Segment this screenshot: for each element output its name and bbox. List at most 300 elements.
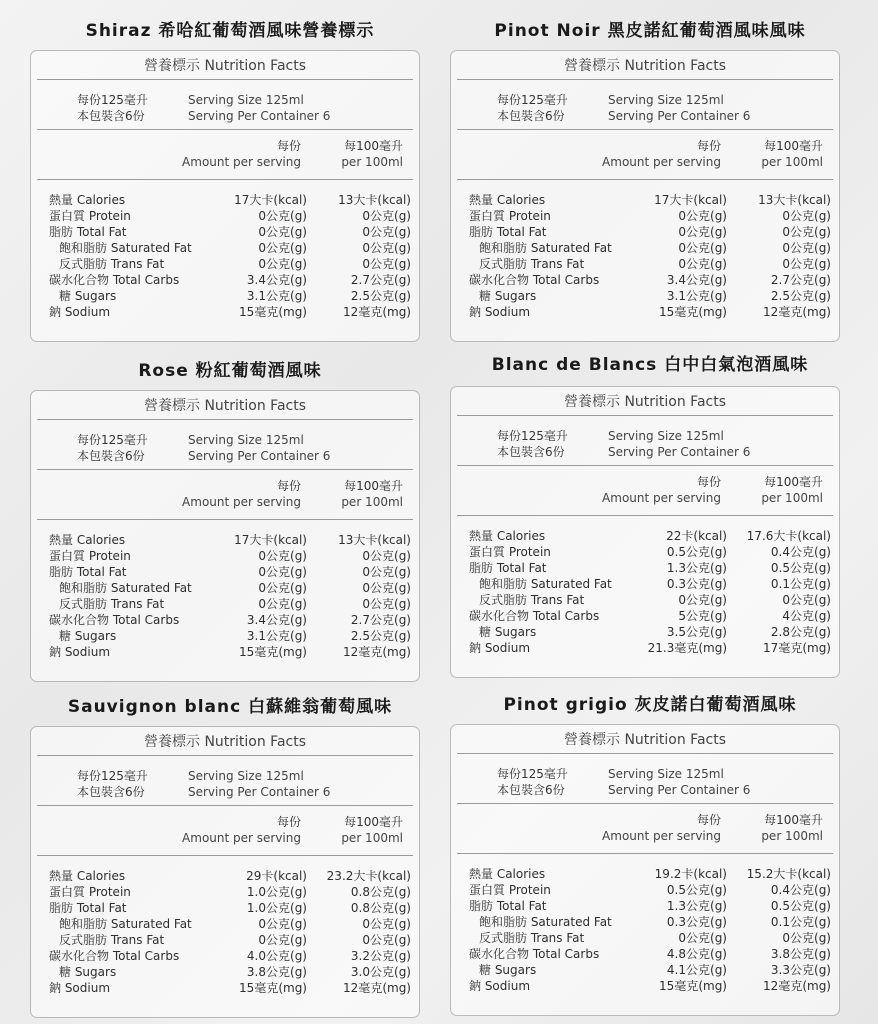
per-serving-label-cn: 每份 bbox=[276, 815, 301, 829]
per-100ml-value: 2.7公克(g) bbox=[350, 613, 411, 627]
per-serving-value: 0公克(g) bbox=[678, 931, 727, 945]
per-serving-value: 0公克(g) bbox=[258, 933, 307, 947]
header-title-en: Nutrition Facts bbox=[204, 398, 307, 414]
nutrient-label: 蛋白質 Protein bbox=[469, 545, 551, 559]
nutrient-label: 反式脂肪 Trans Fat bbox=[59, 933, 165, 947]
servings-per-container-cn: 本包裝含6份 bbox=[77, 109, 145, 123]
per-100ml-value: 4公克(g) bbox=[782, 609, 831, 623]
per-serving-value: 0公克(g) bbox=[258, 209, 307, 223]
per-serving-value: 21.3毫克(mg) bbox=[647, 641, 727, 655]
serving-size-en: Serving Size 125ml bbox=[188, 433, 304, 447]
nutrient-label: 熱量 Calories bbox=[469, 529, 546, 543]
per-100ml-value: 12毫克(mg) bbox=[343, 981, 411, 995]
per-serving-label-cn: 每份 bbox=[276, 479, 301, 493]
per-100ml-value: 0公克(g) bbox=[362, 241, 411, 255]
nutrition-facts-header bbox=[31, 731, 419, 751]
per-100ml-value: 0公克(g) bbox=[362, 565, 411, 579]
nutrient-row bbox=[49, 192, 411, 208]
serving-info-en bbox=[608, 428, 750, 460]
nutrient-row bbox=[49, 964, 411, 980]
serving-info-en bbox=[188, 432, 330, 464]
nutrient-label: 反式脂肪 Trans Fat bbox=[59, 257, 165, 271]
per-serving-value: 0公克(g) bbox=[678, 241, 727, 255]
per-100ml-value: 0公克(g) bbox=[362, 225, 411, 239]
serving-info-en bbox=[188, 768, 330, 800]
per-serving-value: 15毫克(mg) bbox=[239, 981, 307, 995]
serving-info-cn bbox=[497, 766, 568, 798]
per-100ml-value: 15.2大卡(kcal) bbox=[746, 867, 831, 881]
serving-size-cn: 每份125毫升 bbox=[497, 429, 568, 443]
nutrient-table bbox=[49, 192, 411, 320]
per-serving-label-cn: 每份 bbox=[696, 475, 721, 489]
divider bbox=[37, 469, 413, 470]
divider bbox=[37, 755, 413, 756]
nutrient-label: 脂肪 Total Fat bbox=[469, 225, 547, 239]
per-100ml-value: 0.8公克(g) bbox=[350, 885, 411, 899]
nutrition-facts-header bbox=[31, 55, 419, 75]
divider bbox=[457, 803, 833, 804]
nutrient-row bbox=[469, 576, 831, 592]
serving-size-en: Serving Size 125ml bbox=[608, 767, 724, 781]
per-100ml-value: 13大卡(kcal) bbox=[338, 193, 411, 207]
nutrient-label: 糖 Sugars bbox=[479, 963, 537, 977]
nutrient-row bbox=[469, 914, 831, 930]
nutrient-row bbox=[469, 256, 831, 272]
per-100ml-value: 2.5公克(g) bbox=[770, 289, 831, 303]
servings-per-container-en: Serving Per Container 6 bbox=[188, 785, 331, 799]
nutrient-label: 脂肪 Total Fat bbox=[49, 225, 127, 239]
header-title-en: Nutrition Facts bbox=[624, 58, 727, 74]
nutrition-card bbox=[450, 386, 840, 678]
nutrition-facts-header bbox=[451, 55, 839, 75]
per-serving-value: 15毫克(mg) bbox=[659, 979, 727, 993]
per-serving-value: 3.1公克(g) bbox=[246, 629, 307, 643]
nutrient-label: 脂肪 Total Fat bbox=[49, 565, 127, 579]
nutrient-label: 飽和脂肪 Saturated Fat bbox=[59, 917, 192, 931]
divider bbox=[457, 129, 833, 130]
header-title-cn: 營養標示 bbox=[143, 398, 200, 414]
per-serving-value: 0公克(g) bbox=[258, 549, 307, 563]
nutrient-label: 鈉 Sodium bbox=[469, 305, 531, 319]
per-serving-value: 3.5公克(g) bbox=[666, 625, 727, 639]
per-100ml-value: 12毫克(mg) bbox=[343, 645, 411, 659]
header-title-cn: 營養標示 bbox=[143, 734, 200, 750]
nutrient-label: 反式脂肪 Trans Fat bbox=[59, 597, 165, 611]
per-serving-label-en: Amount per serving bbox=[602, 491, 721, 505]
nutrient-label: 飽和脂肪 Saturated Fat bbox=[59, 241, 192, 255]
nutrient-label: 反式脂肪 Trans Fat bbox=[479, 931, 585, 945]
serving-size-cn: 每份125毫升 bbox=[77, 93, 148, 107]
nutrient-row bbox=[49, 900, 411, 916]
nutrient-label: 糖 Sugars bbox=[59, 965, 117, 979]
per-serving-value: 1.3公克(g) bbox=[666, 561, 727, 575]
per-serving-value: 0.3公克(g) bbox=[666, 915, 727, 929]
servings-per-container-en: Serving Per Container 6 bbox=[608, 445, 751, 459]
nutrient-row bbox=[469, 624, 831, 640]
per-100ml-value: 17毫克(mg) bbox=[763, 641, 831, 655]
per-100ml-label-en: per 100ml bbox=[761, 829, 823, 843]
nutrient-row bbox=[49, 644, 411, 660]
nutrient-label: 熱量 Calories bbox=[49, 869, 126, 883]
nutrition-facts-header bbox=[31, 395, 419, 415]
per-100ml-label-en: per 100ml bbox=[341, 831, 403, 845]
header-title-en: Nutrition Facts bbox=[624, 732, 727, 748]
divider bbox=[37, 519, 413, 520]
nutrient-row bbox=[49, 272, 411, 288]
divider bbox=[457, 79, 833, 80]
per-100ml-value: 2.7公克(g) bbox=[350, 273, 411, 287]
serving-info-cn bbox=[497, 92, 568, 124]
per-100ml-value: 0.4公克(g) bbox=[770, 883, 831, 897]
nutrient-row bbox=[49, 980, 411, 996]
nutrient-label: 碳水化合物 Total Carbs bbox=[49, 273, 180, 287]
divider bbox=[37, 805, 413, 806]
per-serving-value: 3.4公克(g) bbox=[666, 273, 727, 287]
nutrition-facts-header bbox=[451, 391, 839, 411]
per-serving-value: 15毫克(mg) bbox=[659, 305, 727, 319]
per-100ml-value: 3.0公克(g) bbox=[350, 965, 411, 979]
servings-per-container-en: Serving Per Container 6 bbox=[608, 109, 751, 123]
nutrient-row bbox=[469, 930, 831, 946]
per-serving-value: 3.8公克(g) bbox=[246, 965, 307, 979]
per-100ml-value: 12毫克(mg) bbox=[763, 979, 831, 993]
nutrition-card bbox=[450, 724, 840, 1016]
nutrient-row bbox=[49, 532, 411, 548]
per-100ml-value: 23.2大卡(kcal) bbox=[326, 869, 411, 883]
per-serving-value: 0公克(g) bbox=[258, 257, 307, 271]
per-100ml-label-cn: 每100毫升 bbox=[764, 813, 823, 827]
nutrient-row bbox=[49, 932, 411, 948]
per-serving-value: 1.0公克(g) bbox=[246, 901, 307, 915]
serving-size-en: Serving Size 125ml bbox=[608, 93, 724, 107]
servings-per-container-en: Serving Per Container 6 bbox=[188, 109, 331, 123]
per-100ml-value: 0公克(g) bbox=[362, 597, 411, 611]
panel-title: Sauvignon blanc 白蘇維翁葡萄風味 bbox=[67, 697, 393, 717]
nutrient-row bbox=[49, 256, 411, 272]
nutrient-row bbox=[469, 560, 831, 576]
nutrient-row bbox=[469, 528, 831, 544]
per-100ml-label-en: per 100ml bbox=[341, 495, 403, 509]
nutrient-label: 碳水化合物 Total Carbs bbox=[49, 949, 180, 963]
header-title-en: Nutrition Facts bbox=[204, 58, 307, 74]
nutrient-label: 鈉 Sodium bbox=[469, 979, 531, 993]
per-serving-value: 0公克(g) bbox=[258, 917, 307, 931]
nutrient-label: 鈉 Sodium bbox=[49, 305, 111, 319]
per-serving-value: 0公克(g) bbox=[258, 597, 307, 611]
per-100ml-value: 3.3公克(g) bbox=[770, 963, 831, 977]
per-100ml-label-en: per 100ml bbox=[761, 155, 823, 169]
nutrient-row bbox=[49, 612, 411, 628]
divider bbox=[37, 419, 413, 420]
header-title-cn: 營養標示 bbox=[563, 732, 620, 748]
per-serving-value: 3.4公克(g) bbox=[246, 613, 307, 627]
header-title-cn: 營養標示 bbox=[563, 394, 620, 410]
per-serving-value: 17大卡(kcal) bbox=[234, 193, 307, 207]
per-100ml-value: 0公克(g) bbox=[782, 931, 831, 945]
serving-info-cn bbox=[77, 92, 148, 124]
nutrient-label: 糖 Sugars bbox=[479, 289, 537, 303]
nutrient-row bbox=[469, 544, 831, 560]
per-100ml-value: 2.5公克(g) bbox=[350, 629, 411, 643]
per-serving-label-en: Amount per serving bbox=[182, 495, 301, 509]
per-100ml-value: 0公克(g) bbox=[362, 209, 411, 223]
per-serving-value: 0公克(g) bbox=[678, 257, 727, 271]
per-serving-value: 4.1公克(g) bbox=[666, 963, 727, 977]
divider bbox=[457, 853, 833, 854]
per-100ml-value: 2.8公克(g) bbox=[770, 625, 831, 639]
per-serving-label-en: Amount per serving bbox=[602, 155, 721, 169]
per-100ml-value: 0公克(g) bbox=[782, 241, 831, 255]
nutrient-row bbox=[469, 898, 831, 914]
nutrient-label: 脂肪 Total Fat bbox=[469, 899, 547, 913]
serving-info-cn bbox=[77, 768, 148, 800]
nutrient-label: 脂肪 Total Fat bbox=[49, 901, 127, 915]
serving-size-en: Serving Size 125ml bbox=[608, 429, 724, 443]
per-100ml-value: 2.7公克(g) bbox=[770, 273, 831, 287]
per-100ml-value: 0公克(g) bbox=[782, 257, 831, 271]
per-100ml-value: 0公克(g) bbox=[782, 209, 831, 223]
per-serving-value: 0公克(g) bbox=[678, 225, 727, 239]
nutrition-facts-header bbox=[451, 729, 839, 749]
nutrient-label: 熱量 Calories bbox=[49, 533, 126, 547]
nutrient-label: 碳水化合物 Total Carbs bbox=[49, 613, 180, 627]
nutrition-card bbox=[30, 726, 420, 1018]
nutrient-label: 熱量 Calories bbox=[49, 193, 126, 207]
servings-per-container-cn: 本包裝含6份 bbox=[77, 449, 145, 463]
per-serving-value: 0.5公克(g) bbox=[666, 883, 727, 897]
nutrient-row bbox=[49, 596, 411, 612]
serving-info-en bbox=[608, 766, 750, 798]
per-serving-value: 5公克(g) bbox=[678, 609, 727, 623]
per-serving-value: 0公克(g) bbox=[258, 565, 307, 579]
nutrient-label: 蛋白質 Protein bbox=[469, 209, 551, 223]
nutrient-row bbox=[469, 240, 831, 256]
nutrient-label: 蛋白質 Protein bbox=[49, 549, 131, 563]
nutrient-row bbox=[469, 640, 831, 656]
nutrient-row bbox=[469, 882, 831, 898]
per-100ml-value: 0.5公克(g) bbox=[770, 561, 831, 575]
serving-size-en: Serving Size 125ml bbox=[188, 769, 304, 783]
nutrient-row bbox=[469, 192, 831, 208]
nutrient-label: 碳水化合物 Total Carbs bbox=[469, 609, 600, 623]
servings-per-container-en: Serving Per Container 6 bbox=[608, 783, 751, 797]
per-serving-value: 3.1公克(g) bbox=[666, 289, 727, 303]
serving-info-cn bbox=[77, 432, 148, 464]
divider bbox=[37, 129, 413, 130]
per-100ml-label-en: per 100ml bbox=[341, 155, 403, 169]
per-100ml-label-cn: 每100毫升 bbox=[344, 479, 403, 493]
nutrient-label: 脂肪 Total Fat bbox=[469, 561, 547, 575]
panel-title: Shiraz 希哈紅葡萄酒風味營養標示 bbox=[85, 21, 375, 41]
per-serving-label-en: Amount per serving bbox=[182, 155, 301, 169]
nutrient-label: 蛋白質 Protein bbox=[49, 209, 131, 223]
nutrient-label: 蛋白質 Protein bbox=[49, 885, 131, 899]
nutrient-row bbox=[49, 304, 411, 320]
nutrient-table bbox=[469, 866, 831, 994]
per-serving-value: 1.0公克(g) bbox=[246, 885, 307, 899]
servings-per-container-cn: 本包裝含6份 bbox=[497, 445, 565, 459]
per-100ml-value: 0公克(g) bbox=[362, 581, 411, 595]
nutrient-label: 碳水化合物 Total Carbs bbox=[469, 273, 600, 287]
per-100ml-value: 12毫克(mg) bbox=[763, 305, 831, 319]
header-title-en: Nutrition Facts bbox=[624, 394, 727, 410]
nutrient-label: 熱量 Calories bbox=[469, 867, 546, 881]
nutrient-row bbox=[49, 628, 411, 644]
servings-per-container-cn: 本包裝含6份 bbox=[77, 785, 145, 799]
nutrient-row bbox=[469, 978, 831, 994]
per-serving-value: 0公克(g) bbox=[678, 593, 727, 607]
per-serving-value: 3.4公克(g) bbox=[246, 273, 307, 287]
per-serving-value: 17大卡(kcal) bbox=[234, 533, 307, 547]
nutrition-card bbox=[30, 50, 420, 342]
per-100ml-value: 0公克(g) bbox=[362, 933, 411, 947]
per-serving-value: 0.5公克(g) bbox=[666, 545, 727, 559]
per-100ml-label-cn: 每100毫升 bbox=[764, 475, 823, 489]
nutrient-row bbox=[469, 224, 831, 240]
nutrient-row bbox=[469, 208, 831, 224]
nutrient-row bbox=[49, 288, 411, 304]
nutrient-row bbox=[49, 868, 411, 884]
header-title-en: Nutrition Facts bbox=[204, 734, 307, 750]
divider bbox=[457, 179, 833, 180]
nutrient-label: 鈉 Sodium bbox=[469, 641, 531, 655]
nutrient-row bbox=[469, 946, 831, 962]
divider bbox=[37, 855, 413, 856]
servings-per-container-en: Serving Per Container 6 bbox=[188, 449, 331, 463]
per-100ml-value: 13大卡(kcal) bbox=[758, 193, 831, 207]
nutrient-row bbox=[469, 304, 831, 320]
nutrient-label: 鈉 Sodium bbox=[49, 981, 111, 995]
nutrient-table bbox=[469, 528, 831, 656]
per-serving-value: 1.3公克(g) bbox=[666, 899, 727, 913]
per-100ml-value: 0.1公克(g) bbox=[770, 915, 831, 929]
nutrient-label: 飽和脂肪 Saturated Fat bbox=[479, 241, 612, 255]
nutrient-row bbox=[49, 580, 411, 596]
per-serving-label-en: Amount per serving bbox=[182, 831, 301, 845]
nutrient-row bbox=[49, 948, 411, 964]
divider bbox=[37, 79, 413, 80]
nutrient-table bbox=[49, 532, 411, 660]
per-100ml-value: 0公克(g) bbox=[362, 257, 411, 271]
serving-info-cn bbox=[497, 428, 568, 460]
per-serving-value: 17大卡(kcal) bbox=[654, 193, 727, 207]
nutrient-row bbox=[49, 564, 411, 580]
per-serving-value: 0公克(g) bbox=[258, 241, 307, 255]
header-title-cn: 營養標示 bbox=[563, 58, 620, 74]
divider bbox=[457, 753, 833, 754]
nutrient-row bbox=[49, 224, 411, 240]
nutrient-label: 反式脂肪 Trans Fat bbox=[479, 257, 585, 271]
per-serving-value: 4.8公克(g) bbox=[666, 947, 727, 961]
per-serving-value: 22卡(kcal) bbox=[666, 529, 727, 543]
per-serving-value: 19.2卡(kcal) bbox=[654, 867, 727, 881]
per-serving-label-en: Amount per serving bbox=[602, 829, 721, 843]
serving-info-en bbox=[188, 92, 330, 124]
per-100ml-value: 3.8公克(g) bbox=[770, 947, 831, 961]
panel-title: Pinot grigio 灰皮諾白葡萄酒風味 bbox=[503, 695, 797, 715]
nutrient-label: 反式脂肪 Trans Fat bbox=[479, 593, 585, 607]
nutrient-label: 糖 Sugars bbox=[59, 289, 117, 303]
nutrition-card bbox=[450, 50, 840, 342]
panel-title: Blanc de Blancs 白中白氣泡酒風味 bbox=[491, 355, 809, 375]
nutrient-label: 飽和脂肪 Saturated Fat bbox=[479, 577, 612, 591]
nutrient-label: 碳水化合物 Total Carbs bbox=[469, 947, 600, 961]
divider bbox=[457, 465, 833, 466]
per-100ml-value: 12毫克(mg) bbox=[343, 305, 411, 319]
divider bbox=[37, 179, 413, 180]
per-100ml-label-cn: 每100毫升 bbox=[344, 815, 403, 829]
serving-size-en: Serving Size 125ml bbox=[188, 93, 304, 107]
panel-title: Rose 粉紅葡萄酒風味 bbox=[138, 361, 322, 381]
per-serving-label-cn: 每份 bbox=[696, 139, 721, 153]
panel-title: Pinot Noir 黑皮諾紅葡萄酒風味風味 bbox=[494, 21, 806, 41]
nutrient-row bbox=[49, 884, 411, 900]
nutrition-card bbox=[30, 390, 420, 682]
servings-per-container-cn: 本包裝含6份 bbox=[497, 109, 565, 123]
per-serving-value: 15毫克(mg) bbox=[239, 645, 307, 659]
nutrient-row bbox=[469, 592, 831, 608]
nutrient-label: 鈉 Sodium bbox=[49, 645, 111, 659]
per-serving-value: 15毫克(mg) bbox=[239, 305, 307, 319]
per-100ml-value: 0公克(g) bbox=[782, 225, 831, 239]
per-100ml-value: 3.2公克(g) bbox=[350, 949, 411, 963]
per-100ml-value: 0.8公克(g) bbox=[350, 901, 411, 915]
nutrient-row bbox=[469, 272, 831, 288]
per-100ml-value: 0公克(g) bbox=[782, 593, 831, 607]
per-serving-value: 3.1公克(g) bbox=[246, 289, 307, 303]
per-100ml-value: 17.6大卡(kcal) bbox=[746, 529, 831, 543]
nutrient-row bbox=[49, 240, 411, 256]
nutrient-label: 糖 Sugars bbox=[479, 625, 537, 639]
per-serving-value: 0.3公克(g) bbox=[666, 577, 727, 591]
nutrient-row bbox=[469, 866, 831, 882]
per-serving-value: 0公克(g) bbox=[258, 581, 307, 595]
nutrient-row bbox=[49, 208, 411, 224]
serving-size-cn: 每份125毫升 bbox=[497, 767, 568, 781]
nutrient-row bbox=[469, 962, 831, 978]
nutrient-table bbox=[469, 192, 831, 320]
nutrient-label: 熱量 Calories bbox=[469, 193, 546, 207]
nutrient-row bbox=[469, 288, 831, 304]
per-100ml-value: 0公克(g) bbox=[362, 549, 411, 563]
nutrient-row bbox=[469, 608, 831, 624]
per-100ml-value: 13大卡(kcal) bbox=[338, 533, 411, 547]
per-serving-value: 29卡(kcal) bbox=[246, 869, 307, 883]
per-serving-value: 0公克(g) bbox=[258, 225, 307, 239]
per-serving-label-cn: 每份 bbox=[276, 139, 301, 153]
servings-per-container-cn: 本包裝含6份 bbox=[497, 783, 565, 797]
per-100ml-label-cn: 每100毫升 bbox=[764, 139, 823, 153]
per-100ml-value: 0.4公克(g) bbox=[770, 545, 831, 559]
per-serving-value: 0公克(g) bbox=[678, 209, 727, 223]
nutrient-label: 飽和脂肪 Saturated Fat bbox=[479, 915, 612, 929]
header-title-cn: 營養標示 bbox=[143, 58, 200, 74]
divider bbox=[457, 415, 833, 416]
serving-size-cn: 每份125毫升 bbox=[77, 433, 148, 447]
per-serving-value: 4.0公克(g) bbox=[246, 949, 307, 963]
serving-size-cn: 每份125毫升 bbox=[497, 93, 568, 107]
per-serving-label-cn: 每份 bbox=[696, 813, 721, 827]
per-100ml-value: 0公克(g) bbox=[362, 917, 411, 931]
serving-info-en bbox=[608, 92, 750, 124]
nutrient-row bbox=[49, 916, 411, 932]
per-100ml-value: 0.5公克(g) bbox=[770, 899, 831, 913]
per-100ml-value: 2.5公克(g) bbox=[350, 289, 411, 303]
divider bbox=[457, 515, 833, 516]
per-100ml-label-cn: 每100毫升 bbox=[344, 139, 403, 153]
nutrient-row bbox=[49, 548, 411, 564]
nutrient-label: 蛋白質 Protein bbox=[469, 883, 551, 897]
